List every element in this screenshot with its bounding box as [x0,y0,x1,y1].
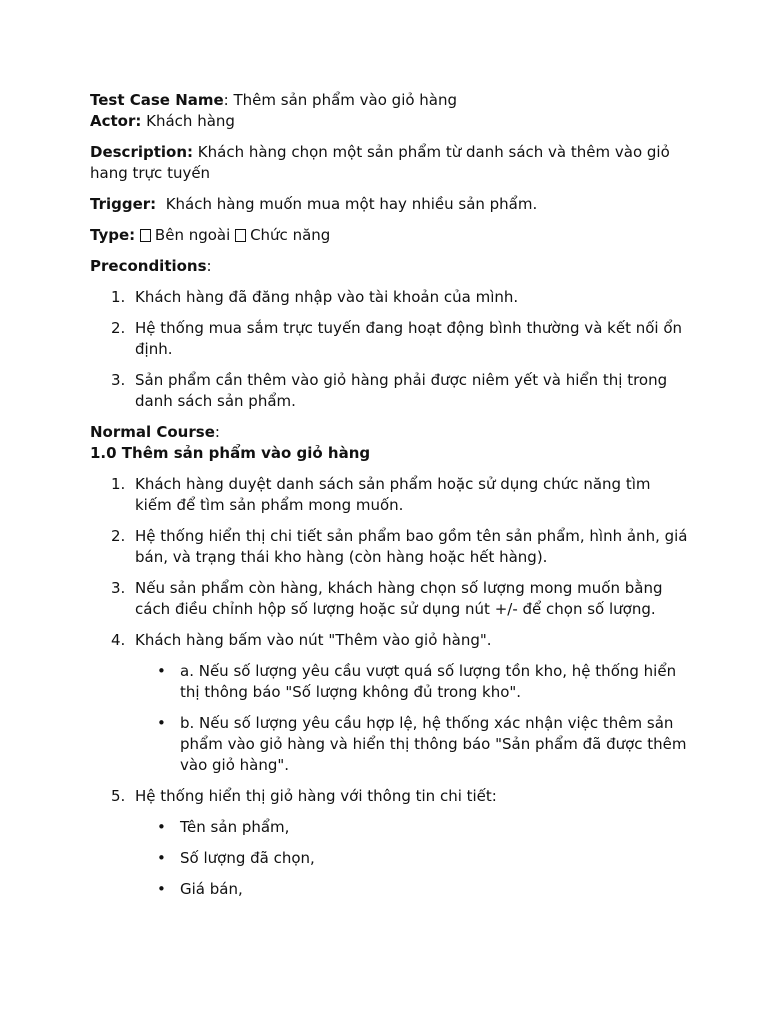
list-item-text: Sản phẩm cần thêm vào giỏ hàng phải được niêm yết và hiển thị trong danh sách sản phẩm. [135,371,668,410]
sub-list-item [135,848,688,869]
list-item-text: Khách hàng duyệt danh sách sản phẩm hoặc sử dụng chức năng tìm kiếm để tìm sản phẩm mong muốn. [135,475,651,514]
bullet-icon: • [157,714,166,732]
section-title-text: 1.0 Thêm sản phẩm vào giỏ hàng [90,444,371,462]
test-case-name-label: Test Case Name [90,91,224,109]
list-number: 2. [111,319,126,337]
sub-list-item-text: Giá bán, [180,880,243,898]
list-number: 3. [111,371,126,389]
list-number: 2. [111,527,126,545]
list-item [90,474,688,516]
actor-label: Actor: [90,112,142,130]
type-option-functional: Chức năng [250,226,331,244]
sub-list-item-text: a. Nếu số lượng yêu cầu vượt quá số lượng tồn kho, hệ thống hiển thị thông báo "Số lượng không đủ trong kho". [180,662,677,701]
type-line [90,225,688,246]
description-label: Description: [90,143,194,161]
sub-list-item [135,817,688,838]
normal-course-heading [90,422,688,443]
sub-list-item-text: Tên sản phẩm, [180,818,290,836]
normal-course-colon: : [214,423,220,441]
list-item [90,786,688,900]
list-item [90,526,688,568]
checkbox-icon [140,229,151,242]
description-value: Khách hàng chọn một sản phẩm từ danh sách và thêm vào giỏ hang trực tuyến [90,143,670,182]
list-item-text: Hệ thống mua sắm trực tuyến đang hoạt động bình thường và kết nối ổn định. [135,319,683,358]
bullet-icon: • [157,849,166,867]
preconditions-list [90,287,688,412]
trigger-value: Khách hàng muốn mua một hay nhiều sản phẩm. [156,195,538,213]
type-option-external: Bên ngoài [154,226,231,244]
trigger-line [90,194,688,215]
test-case-name-value: : Thêm sản phẩm vào giỏ hàng [223,91,458,109]
sub-list [135,817,688,900]
list-item [90,318,688,360]
test-case-name-line [90,90,688,111]
section-title [90,443,688,464]
sub-list-item [135,879,688,900]
bullet-icon: • [157,880,166,898]
actor-value: Khách hàng [141,112,235,130]
list-item-text: Khách hàng đã đăng nhập vào tài khoản của mình. [135,288,519,306]
list-number: 1. [111,288,126,306]
normal-course-steps [90,474,688,900]
type-label: Type: [90,226,136,244]
trigger-label: Trigger: [90,195,157,213]
list-item [90,630,688,776]
list-number: 5. [111,787,126,805]
list-item [90,370,688,412]
preconditions-label: Preconditions [90,257,207,275]
sub-list-item-text: Số lượng đã chọn, [180,849,315,867]
sub-list-item-text: b. Nếu số lượng yêu cầu hợp lệ, hệ thống xác nhận việc thêm sản phẩm vào giỏ hàng và hiển thị thông báo "Sản phẩm đã được thêm vào giỏ hàng". [180,714,687,774]
preconditions-heading [90,256,688,277]
normal-course-label: Normal Course [90,423,215,441]
bullet-icon: • [157,662,166,680]
list-number: 4. [111,631,126,649]
checkbox-icon [235,229,246,242]
description-line [90,142,688,184]
list-number: 3. [111,579,126,597]
preconditions-colon: : [206,257,212,275]
sub-list-item [135,713,688,776]
list-item-text: Hệ thống hiển thị giỏ hàng với thông tin chi tiết: [135,787,497,805]
list-item-text: Khách hàng bấm vào nút "Thêm vào giỏ hàng". [135,631,492,649]
list-item [90,287,688,308]
sub-list-item [135,661,688,703]
bullet-icon: • [157,818,166,836]
actor-line [90,111,688,132]
sub-list [135,661,688,776]
list-item-text: Nếu sản phẩm còn hàng, khách hàng chọn số lượng mong muốn bằng cách điều chỉnh hộp số lượng hoặc sử dụng nút +/- để chọn số lượng. [135,579,663,618]
list-item-text: Hệ thống hiển thị chi tiết sản phẩm bao gồm tên sản phẩm, hình ảnh, giá bán, và trạng thái kho hàng (còn hàng hoặc hết hàng). [135,527,688,566]
list-number: 1. [111,475,126,493]
list-item [90,578,688,620]
